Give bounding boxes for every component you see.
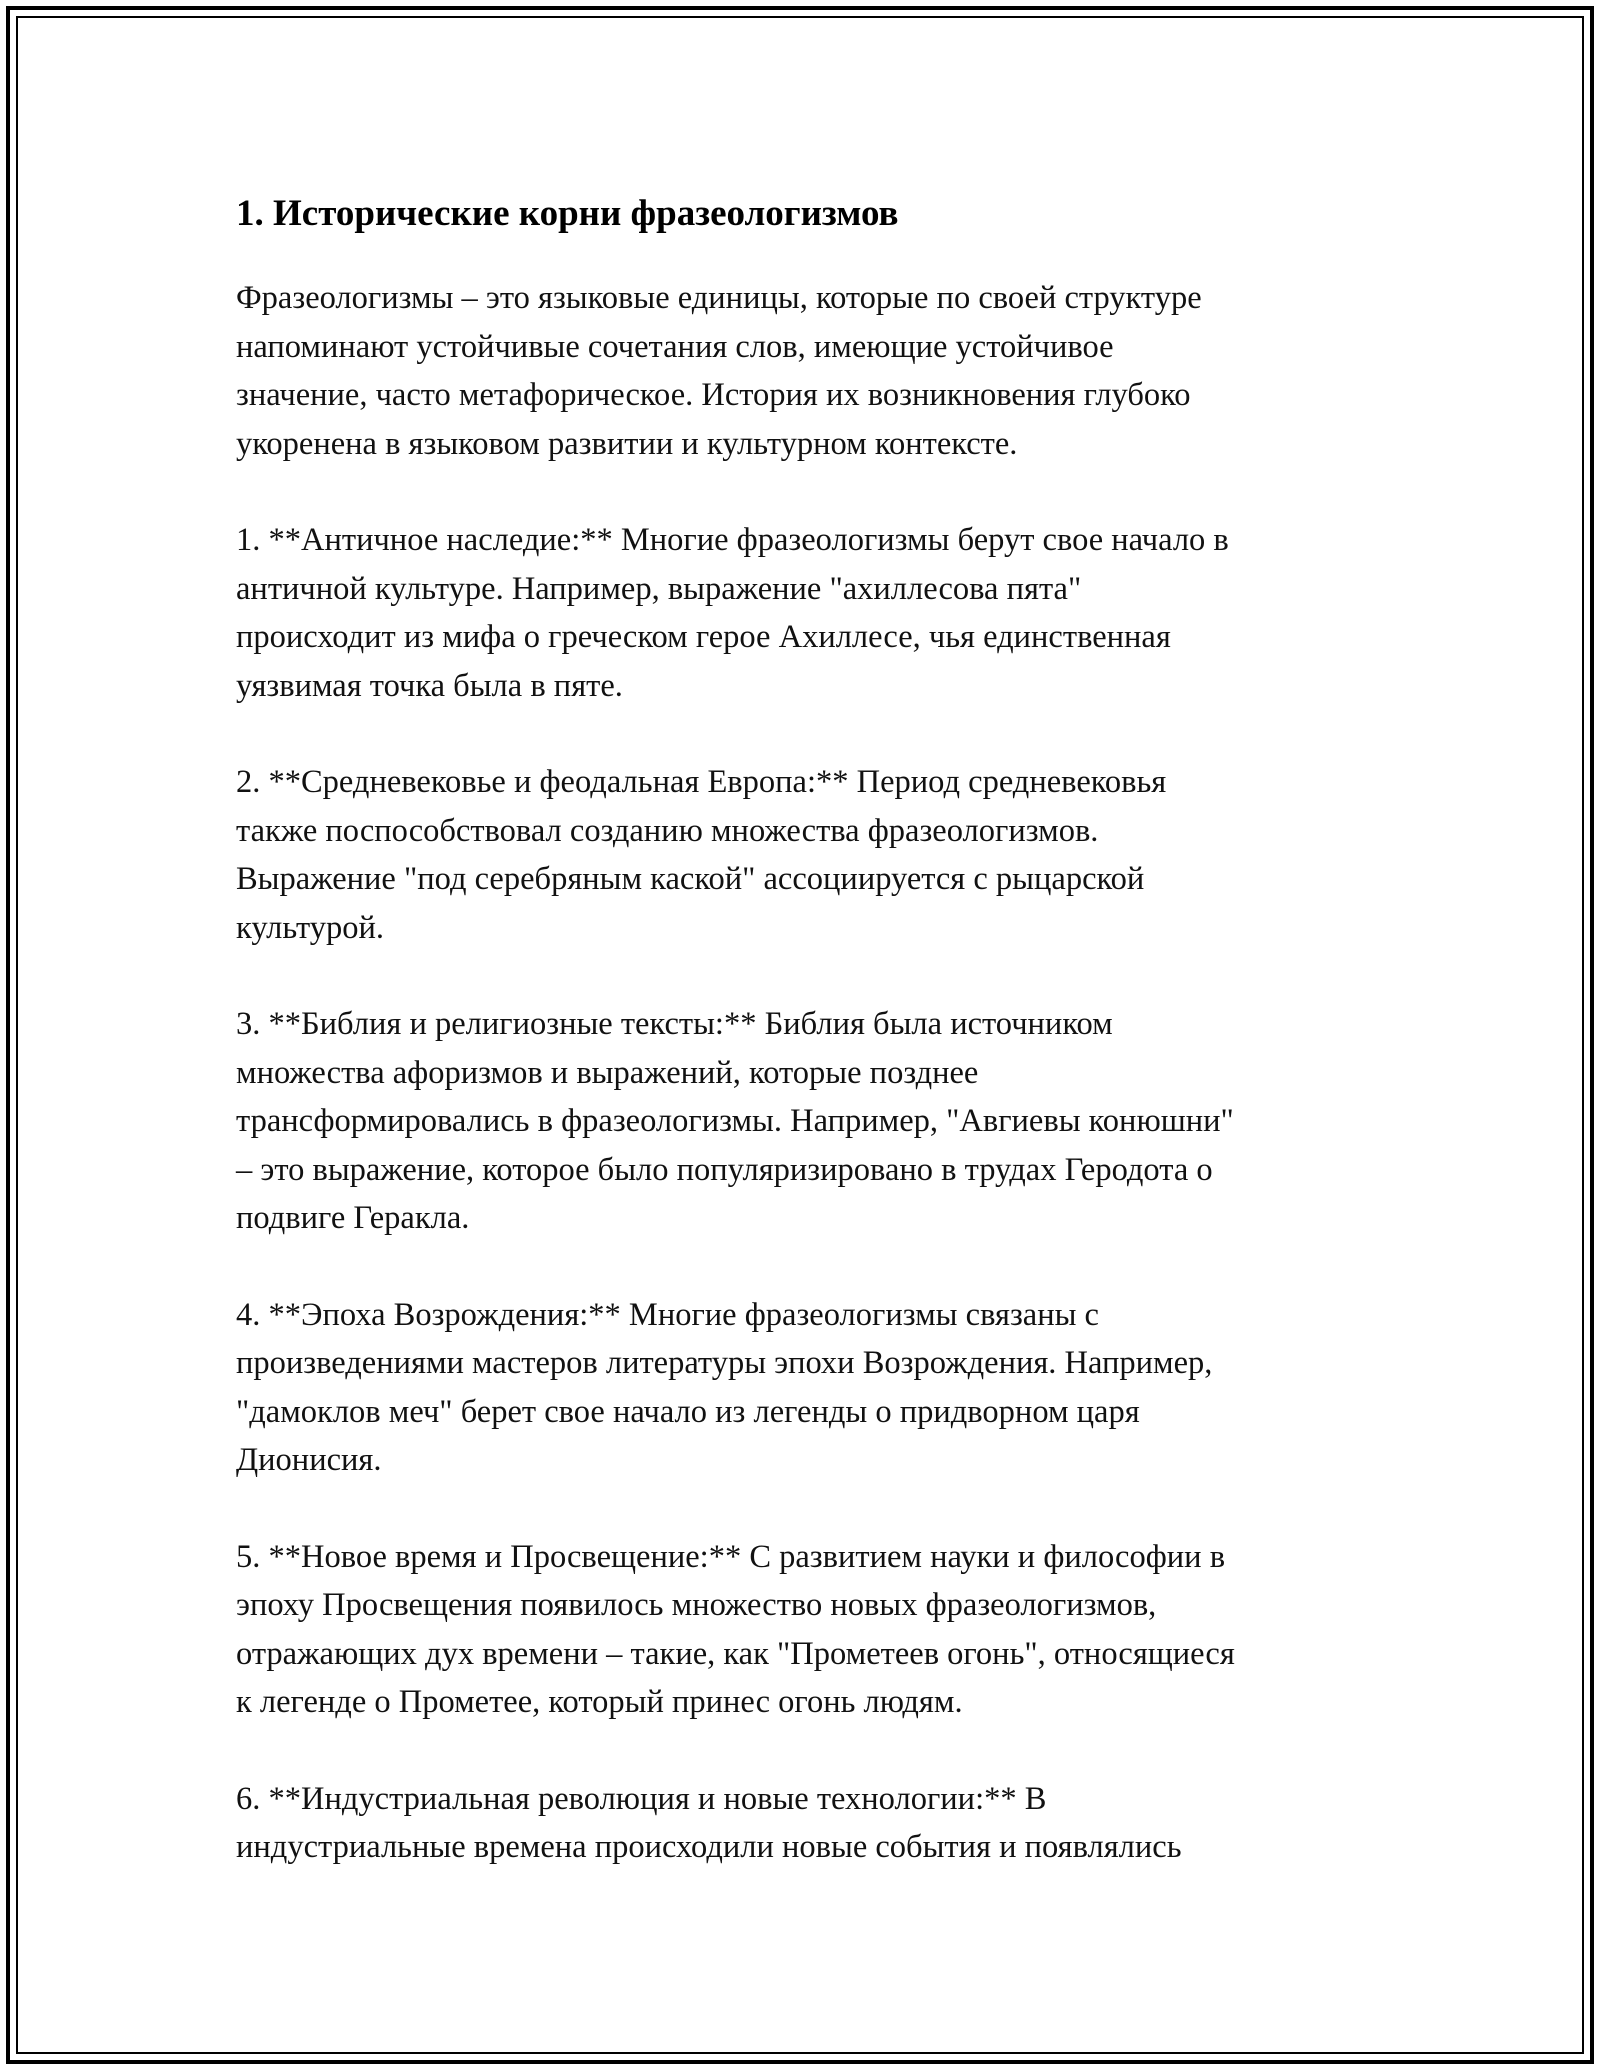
text-line: значение, часто метафорическое. История их возникновения глубоко — [236, 377, 1191, 413]
list-item-middle-ages — [236, 758, 1376, 952]
text-line: индустриальные времена происходили новые события и появлялись — [236, 1829, 1182, 1865]
text-line: трансформировались в фразеологизмы. Например, "Авгиевы конюшни" — [236, 1103, 1234, 1139]
text-line: происходит из мифа о греческом герое Ахиллесе, чья единственная — [236, 619, 1171, 655]
text-line: также поспособствовал созданию множества фразеологизмов. — [236, 812, 1099, 849]
list-item-bible — [236, 1000, 1376, 1243]
text-line: 5. **Новое время и Просвещение:** С развитием науки и философии в — [236, 1538, 1226, 1575]
text-line: Выражение "под серебряным каской" ассоциируется с рыцарской — [236, 861, 1145, 897]
text-line: уязвимая точка была в пяте. — [236, 667, 623, 704]
text-line: подвиге Геракла. — [236, 1200, 470, 1236]
list-item-industrial — [236, 1775, 1376, 1872]
text-line: произведениями мастеров литературы эпохи Возрождения. Например, — [236, 1345, 1213, 1381]
text-line: 1. **Античное наследие:** Многие фразеологизмы берут свое начало в — [236, 522, 1229, 558]
text-line: укоренена в языковом развитии и культурном контексте. — [236, 425, 1018, 462]
text-line: античной культуре. Например, выражение "ахиллесова пята" — [236, 570, 1082, 607]
list-item-enlightenment — [236, 1533, 1376, 1727]
document-body — [236, 186, 1376, 1920]
text-line: Фразеологизмы – это языковые единицы, которые по своей структуре — [236, 280, 1202, 316]
text-line: "дамоклов меч" берет свое начало из легенды о придворном царя — [236, 1393, 1140, 1430]
list-item-antiquity — [236, 516, 1376, 710]
text-line: 4. **Эпоха Возрождения:** Многие фразеологизмы связаны с — [236, 1296, 1099, 1333]
text-line: 2. **Средневековье и феодальная Европа:** Период средневековья — [236, 764, 1167, 800]
text-line: культурой. — [236, 909, 384, 946]
text-line: 6. **Индустриальная революция и новые технологии:** В — [236, 1780, 1047, 1817]
list-item-renaissance — [236, 1291, 1376, 1485]
text-line: множества афоризмов и выражений, которые позднее — [236, 1054, 979, 1091]
text-line: Дионисия. — [236, 1442, 382, 1478]
section-heading: 1. Исторические корни фразеологизмов — [236, 193, 899, 234]
text-line: к легенде о Прометее, который принес огонь людям. — [236, 1684, 963, 1720]
text-line: напоминают устойчивые сочетания слов, имеющие устойчивое — [236, 328, 1114, 365]
text-line: – это выражение, которое было популяризировано в трудах Геродота о — [236, 1151, 1213, 1188]
intro-paragraph — [236, 274, 1376, 468]
text-line: эпоху Просвещения появилось множество новых фразеологизмов, — [236, 1587, 1157, 1623]
text-line: отражающих дух времени – такие, как "Прометеев огонь", относящиеся — [236, 1635, 1235, 1672]
text-line: 3. **Библия и религиозные тексты:** Библия была источником — [236, 1006, 1113, 1042]
